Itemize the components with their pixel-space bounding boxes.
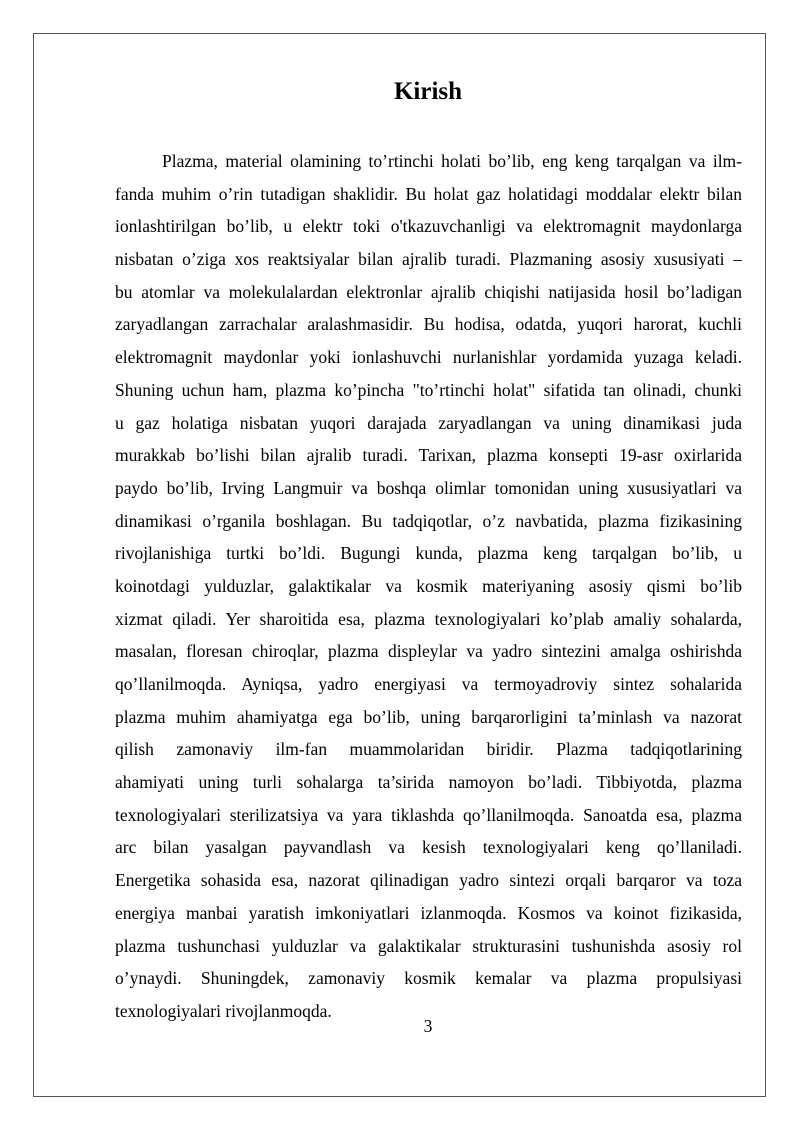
paragraph-line: bu atomlar va molekulalardan elektronlar ajralib chiqishi natijasida hosil bo’ladigan (115, 281, 742, 302)
paragraph-line: rivojlanishiga turtki bo’ldi. Bugungi kunda, plazma keng tarqalgan bo’lib, u (115, 543, 742, 564)
paragraph-line: dinamikasi o’rganila boshlagan. Bu tadqiqotlar, o’z navbatida, plazma fizikasining (115, 510, 742, 531)
paragraph-line: plazma tushunchasi yulduzlar va galaktikalar strukturasini tushunishda asosiy rol (115, 935, 742, 956)
paragraph-line: texnologiyalari sterilizatsiya va yara tiklashda qo’llanilmoqda. Sanoatda esa, plazma (115, 804, 742, 825)
paragraph-line: qo’llanilmoqda. Ayniqsa, yadro energiyasi va termoyadroviy sintez sohalarida (115, 674, 742, 694)
paragraph-line: o’ynaydi. Shuningdek, zamonaviy kosmik kemalar va plazma propulsiyasi (115, 968, 742, 989)
paragraph-line: masalan, floresan chiroqlar, plazma displeylar va yadro sintezini amalga oshirishda (115, 641, 742, 662)
paragraph-line: Shuning uchun ham, plazma ko’pincha "to’rtinchi holat" sifatida tan olinadi, chunki (115, 379, 742, 400)
paragraph-line: arc bilan yasalgan payvandlash va kesish texnologiyalari keng qo’llaniladi. (115, 837, 742, 858)
paragraph-line: koinotdagi yulduzlar, galaktikalar va kosmik materiyaning asosiy qismi bo’lib (115, 575, 742, 596)
body-paragraph (115, 145, 742, 1028)
paragraph-line: zaryadlangan zarrachalar aralashmasidir. Bu hodisa, odatda, yuqori harorat, kuchli (115, 314, 742, 335)
page-number: 3 (423, 1016, 433, 1036)
paragraph-line: paydo bo’lib, Irving Langmuir va boshqa olimlar tomonidan uning xususiyatlari va (115, 477, 742, 498)
paragraph-line: texnologiyalari rivojlanmoqda. (115, 1000, 332, 1021)
paragraph-line: qilish zamonaviy ilm-fan muammolaridan biridir. Plazma tadqiqotlarining (115, 739, 742, 760)
paragraph-line: murakkab bo’lishi bilan ajralib turadi. Tarixan, plazma konsepti 19-asr oxirlarida (115, 445, 742, 466)
page-title: Kirish (393, 78, 463, 105)
paragraph-line: fanda muhim o’rin tutadigan shaklidir. Bu holat gaz holatidagi moddalar elektr bilan (115, 183, 742, 204)
paragraph-line: xizmat qiladi. Yer sharoitida esa, plazma texnologiyalari ko’plab amaliy sohalarda, (115, 608, 742, 629)
paragraph-line: energiya manbai yaratish imkoniyatlari izlanmoqda. Kosmos va koinot fizikasida, (115, 902, 742, 923)
paragraph-line: Plazma, material olamining to’rtinchi holati bo’lib, eng keng tarqalgan va ilm- (162, 151, 742, 171)
paragraph-line: Energetika sohasida esa, nazorat qilinadigan yadro sintezi orqali barqaror va toza (115, 870, 742, 891)
paragraph-line: plazma muhim ahamiyatga ega bo’lib, uning barqarorligini ta’minlash va nazorat (115, 706, 742, 727)
paragraph-line: nisbatan o’ziga xos reaktsiyalar bilan ajralib turadi. Plazmaning asosiy xususiyati – (115, 249, 742, 270)
paragraph-line: u gaz holatiga nisbatan yuqori darajada zaryadlangan va uning dinamikasi juda (115, 412, 742, 433)
paragraph-line: elektromagnit maydonlar yoki ionlashuvchi nurlanishlar yordamida yuzaga keladi. (115, 347, 742, 368)
paragraph-line: ionlashtirilgan bo’lib, u elektr toki o'tkazuvchanligi va elektromagnit maydonlarga (115, 216, 742, 237)
paragraph-line: ahamiyati uning turli sohalarga ta’sirida namoyon bo’ladi. Tibbiyotda, plazma (115, 772, 742, 793)
